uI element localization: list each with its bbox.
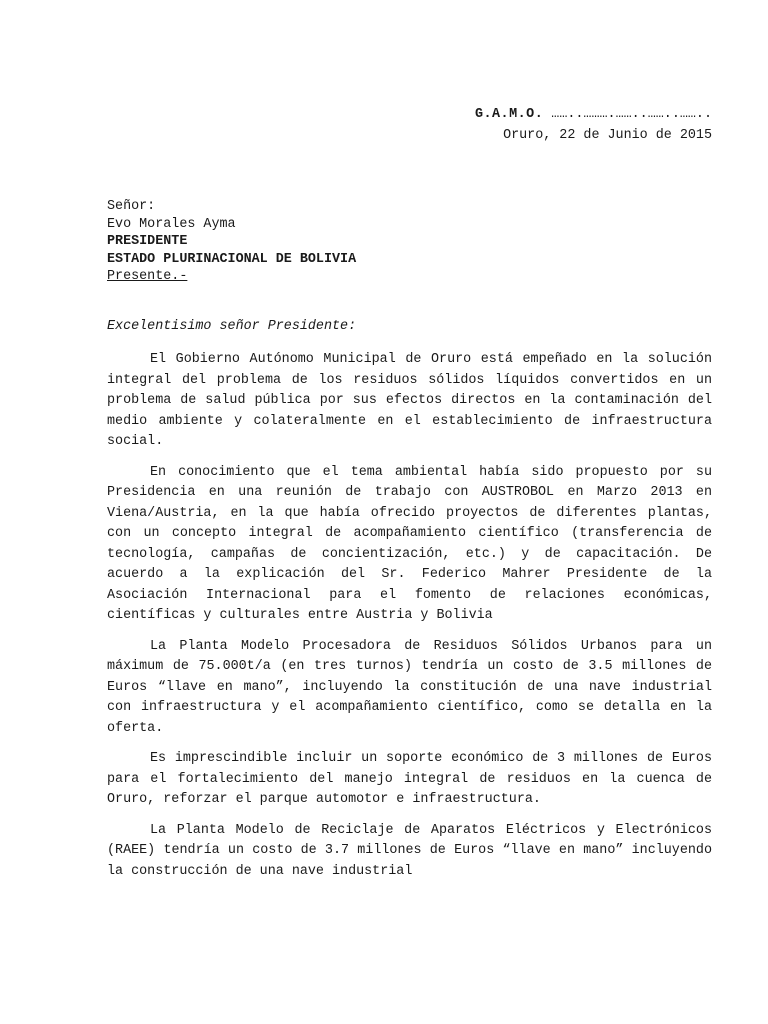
salutation: Excelentisimo señor Presidente: (107, 319, 357, 334)
date-line: Oruro, 22 de Junio de 2015 (503, 128, 712, 143)
recipient-presente: Presente.- (107, 269, 188, 284)
gamo-dots: ……..……….……..……..…….. (543, 107, 712, 122)
paragraph-1: El Gobierno Autónomo Municipal de Oruro está empeñado en la solución integral del problema de los residuos sólidos líquidos convertidos en un problema de salud pública por sus efectos directos en la contaminación del medio ambiente y colateralmente en el establecimiento de infraestructura social. (107, 352, 712, 449)
recipient-greeting: Señor: (107, 199, 156, 214)
recipient-name: Evo Morales Ayma (107, 216, 236, 232)
gamo-line (475, 104, 712, 125)
paragraph-5: La Planta Modelo de Reciclaje de Aparatos Eléctricos y Electrónicos (RAEE) tendría un costo de 3.7 millones de Euros “llave en mano” incluyendo la construcción de una nave industrial (107, 822, 712, 879)
recipient-block (107, 198, 356, 286)
letter-header (475, 104, 712, 146)
recipient-title: PRESIDENTE (107, 234, 188, 249)
recipient-state: ESTADO PLURINACIONAL DE BOLIVIA (107, 251, 357, 267)
paragraph-3: La Planta Modelo Procesadora de Residuos Sólidos Urbanos para un máximum de 75.000t/a (en tres turnos) tendría un costo de 3.5 millones de Euros “llave en mano”, incluyendo la constitución de una nave industrial con infraestructura y el acompañamiento científico, como se detalla en la oferta. (107, 638, 712, 736)
letter-body (107, 350, 712, 892)
gamo-label: G.A.M.O. (474, 107, 544, 122)
paragraph-4: Es imprescindible incluir un soporte económico de 3 millones de Euros para el fortalecimiento del manejo integral de residuos en la cuenca de Oruro, reforzar el parque automotor e infraestructura. (107, 751, 712, 807)
paragraph-2: En conocimiento que el tema ambiental había sido propuesto por su Presidencia en una reunión de trabajo con AUSTROBOL en Marzo 2013 en Viena/Austria, en la que había ofrecido proyectos de diferentes plantas, con un concepto integral de acompañamiento científico (transferencia de tecnología, campañas de concientización, etc.) y de capacitación. De acuerdo a la explicación del Sr. Federico Mahrer Presidente de la Asociación Internacional para el fomento de relaciones económicas, científicas y culturales entre Austria y Bolivia (107, 464, 712, 623)
